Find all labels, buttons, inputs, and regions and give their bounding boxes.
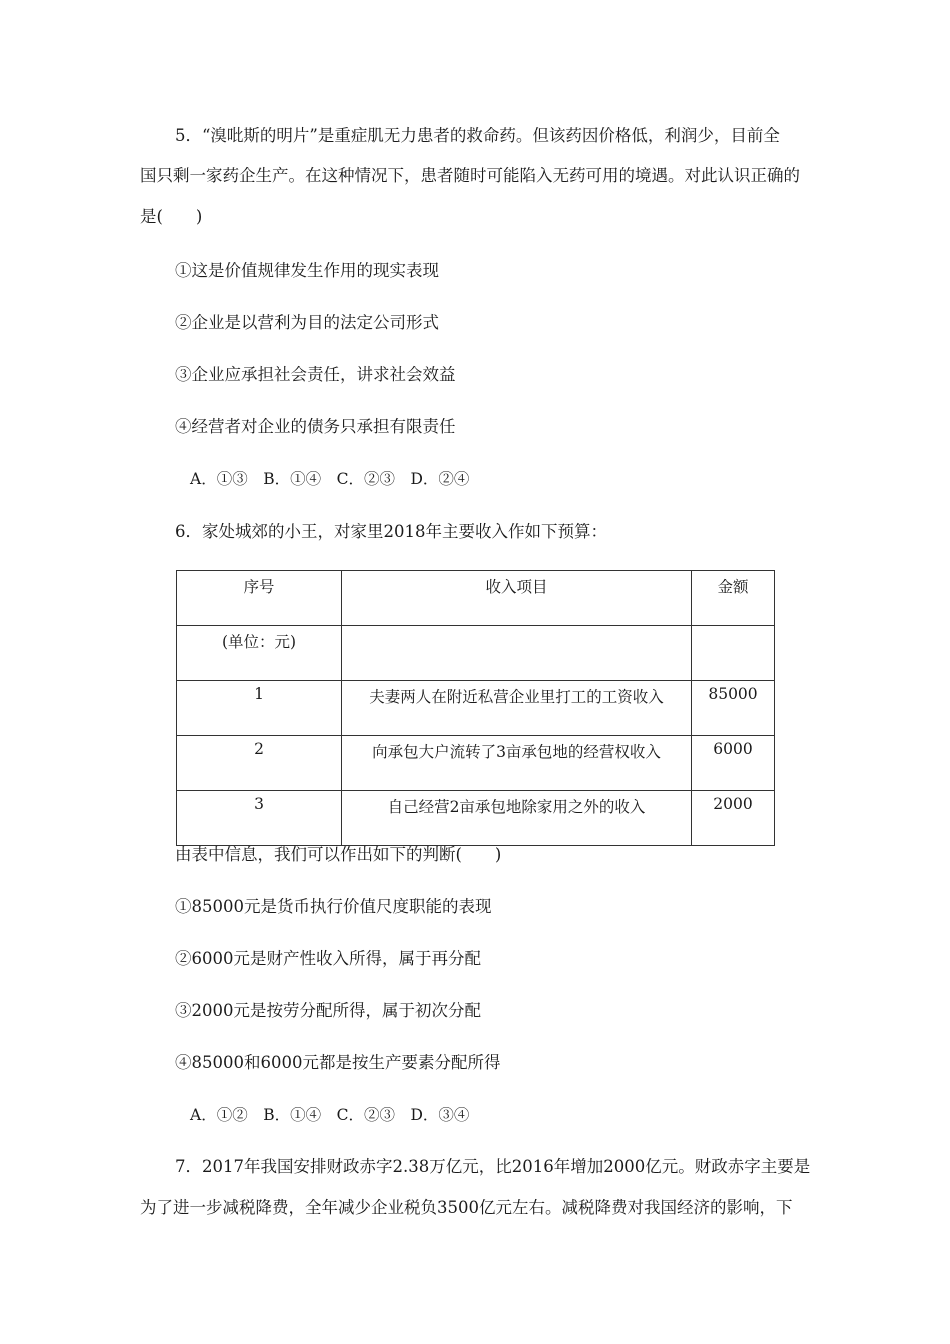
row-item: 自己经营2亩承包地除家用之外的收入 — [342, 791, 692, 846]
unit-label: (单位：元) — [177, 626, 342, 681]
table-row — [177, 736, 775, 791]
q6-option-3: ③2000元是按劳分配所得，属于初次分配 — [175, 1001, 481, 1020]
q6-answer-choices: A．①② B．①④ C．②③ D．③④ — [190, 1106, 470, 1124]
row-item: 夫妻两人在附近私营企业里打工的工资收入 — [342, 681, 692, 736]
header-item: 收入项目 — [342, 571, 692, 626]
row-item: 向承包大户流转了3亩承包地的经营权收入 — [342, 736, 692, 791]
row-amount: 6000 — [692, 736, 775, 791]
q6-option-2: ②6000元是财产性收入所得，属于再分配 — [175, 949, 481, 968]
q5-stem-line-1: 5．“溴吡斯的明片”是重症肌无力患者的救命药。但该药因价格低，利润少，目前全 — [175, 126, 780, 145]
header-index: 序号 — [177, 571, 342, 626]
q5-option-4: ④经营者对企业的债务只承担有限责任 — [175, 417, 456, 436]
q5-option-2: ②企业是以营利为目的法定公司形式 — [175, 313, 439, 332]
row-index: 1 — [177, 681, 342, 736]
header-amount: 金额 — [692, 571, 775, 626]
table-row — [177, 791, 775, 846]
income-budget-table — [176, 570, 775, 846]
q5-answer-choices: A．①③ B．①④ C．②③ D．②④ — [190, 470, 470, 488]
q5-option-3: ③企业应承担社会责任，讲求社会效益 — [175, 365, 456, 384]
q7-stem-line-2: 为了进一步减税降费，全年减少企业税负3500亿元左右。减税降费对我国经济的影响，下 — [140, 1198, 793, 1217]
table-row — [177, 681, 775, 736]
q5-stem-line-2: 国只剩一家药企生产。在这种情况下，患者随时可能陷入无药可用的境遇。对此认识正确的 — [140, 166, 800, 185]
unit-empty-item — [342, 626, 692, 681]
row-index: 3 — [177, 791, 342, 846]
q6-stem: 6．家处城郊的小王，对家里2018年主要收入作如下预算： — [175, 522, 607, 541]
unit-empty-amount — [692, 626, 775, 681]
row-amount: 2000 — [692, 791, 775, 846]
q6-option-1: ①85000元是货币执行价值尺度职能的表现 — [175, 897, 492, 916]
q5-option-1: ①这是价值规律发生作用的现实表现 — [175, 261, 439, 280]
row-amount: 85000 — [692, 681, 775, 736]
table-unit-row — [177, 626, 775, 681]
row-index: 2 — [177, 736, 342, 791]
q7-stem-line-1: 7．2017年我国安排财政赤字2.38万亿元，比2016年增加2000亿元。财政赤字主要是 — [175, 1157, 811, 1176]
q6-question: 由表中信息，我们可以作出如下的判断( ) — [175, 845, 502, 864]
q6-option-4: ④85000和6000元都是按生产要素分配所得 — [175, 1053, 501, 1072]
q5-stem-line-3: 是( ) — [140, 207, 203, 226]
table-header-row — [177, 571, 775, 626]
